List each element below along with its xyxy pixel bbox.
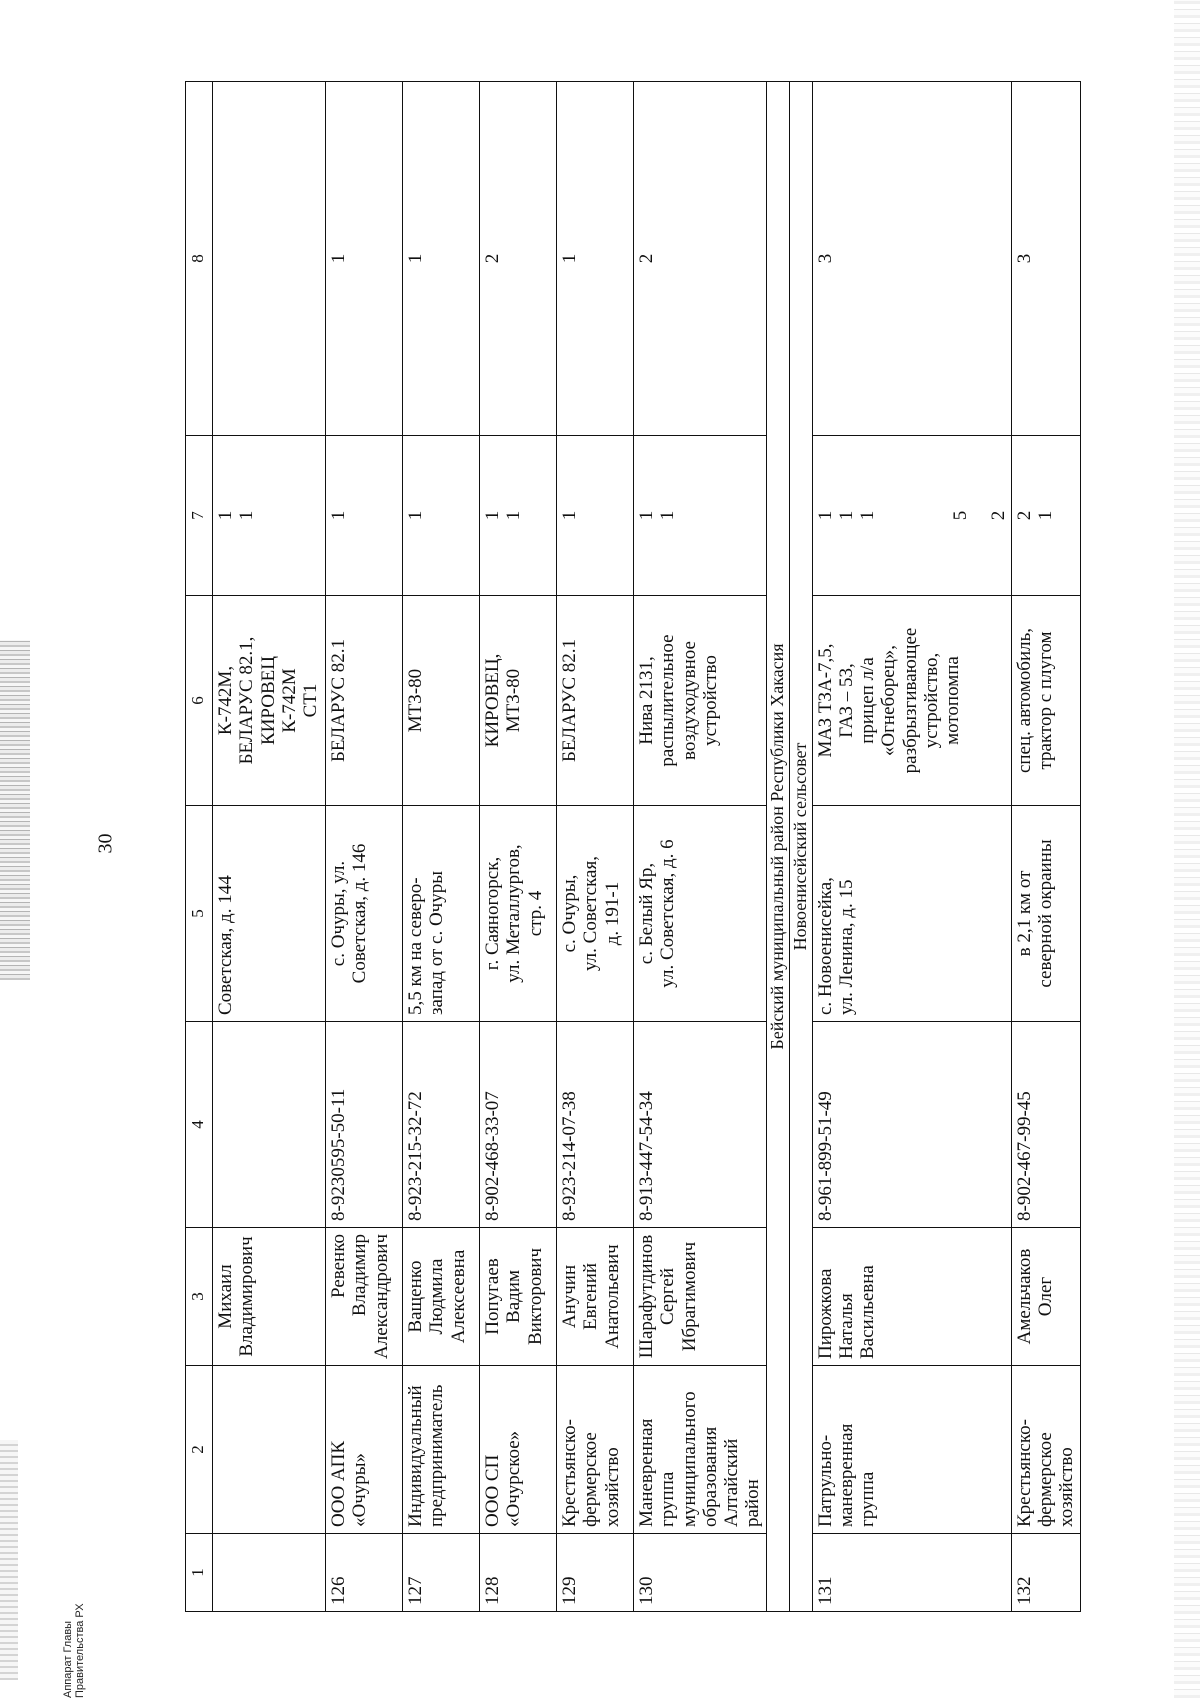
- qty-value: 1: [814, 510, 836, 521]
- cell-equipment: КИРОВЕЦ, МТЗ-80: [480, 596, 557, 806]
- cell-phone: 8-913-447-54-34: [634, 1022, 767, 1228]
- col-header-3: 3: [186, 1228, 213, 1366]
- qty-value: 1: [559, 510, 580, 521]
- cell-phone: 8-9230595-50-11: [326, 1022, 403, 1228]
- cell-organization: [213, 1366, 326, 1534]
- qty-value: 1: [857, 510, 879, 521]
- cell-address: с. Очуры, ул. Советская, д. 191-1: [557, 806, 634, 1022]
- office-stamp: [60, 1530, 84, 1700]
- cell-head-name: Анучин Евгений Анатольевич: [557, 1228, 634, 1366]
- qty-value: 1: [1035, 510, 1057, 521]
- cell-head-name: Ващенко Людмила Алексеевна: [403, 1228, 480, 1366]
- scan-artifact-right: [1174, 0, 1200, 1698]
- scan-artifact-left-lower: [0, 1440, 18, 1680]
- cell-number: 128: [480, 1534, 557, 1612]
- cell-address: Советская, д. 144: [213, 806, 326, 1022]
- cell-number: 130: [634, 1534, 767, 1612]
- cell-head-name: Ревенко Владимир Александрович: [326, 1228, 403, 1366]
- qty-value: 1: [835, 510, 857, 521]
- qty-value: 1: [503, 510, 525, 521]
- rotated-table-wrapper: [185, 82, 1078, 1612]
- cell-head-name: Пирожкова Наталья Васильевна: [812, 1228, 1011, 1366]
- cell-number: [213, 1534, 326, 1612]
- col-header-4: 4: [186, 1022, 213, 1228]
- cell-number: 127: [403, 1534, 480, 1612]
- cell-number: 131: [812, 1534, 1011, 1612]
- table-row: [1011, 82, 1080, 1612]
- qty-spacer: [972, 442, 988, 589]
- cell-people: [213, 82, 326, 436]
- qty-spacer: [878, 442, 950, 589]
- cell-address: с. Очуры, ул. Советская, д. 146: [326, 806, 403, 1022]
- table-row-continued: [213, 82, 326, 1612]
- cell-number: 126: [326, 1534, 403, 1612]
- cell-equipment: К-742М, БЕЛАРУС 82.1, КИРОВЕЦ К-742М СТ1: [213, 596, 326, 806]
- cell-people: 3: [1011, 82, 1080, 436]
- cell-head-name: Амельчаков Олег: [1011, 1228, 1080, 1366]
- qty-value: 1: [236, 510, 258, 521]
- cell-people: 1: [403, 82, 480, 436]
- section-district-title: Бейский муниципальный район Республики Хакасия: [766, 82, 789, 1612]
- cell-people: 3: [812, 82, 1011, 436]
- cell-number: 129: [557, 1534, 634, 1612]
- column-number-row: [186, 82, 213, 1612]
- qty-value: 1: [636, 510, 657, 521]
- cell-equipment: МАЗ ТЗА-7,5, ГАЗ – 53, прицеп л/а «Огнеборец», разбрызгивающее устройство, мотопомпа: [812, 596, 1011, 806]
- cell-equipment-qty: [213, 436, 326, 596]
- qty-value: 1: [328, 510, 349, 521]
- cell-address: г. Саяногорск, ул. Металлургов, стр. 4: [480, 806, 557, 1022]
- cell-equipment-qty: [403, 436, 480, 596]
- qty-value: 5: [950, 510, 972, 521]
- cell-equipment-qty: [480, 436, 557, 596]
- cell-people: 1: [326, 82, 403, 436]
- cell-phone: [213, 1022, 326, 1228]
- cell-organization: Маневренная группа муниципального образования Алтайский район: [634, 1366, 767, 1534]
- table-row: [326, 82, 403, 1612]
- cell-organization: Патрульно-маневренная группа: [812, 1366, 1011, 1534]
- cell-equipment-qty: [634, 436, 767, 596]
- section-council-title: Новоенисейский сельсовет: [789, 82, 812, 1612]
- qty-value: 2: [1013, 510, 1035, 521]
- cell-address: с. Белый Яр, ул. Советская, д. 6: [634, 806, 767, 1022]
- cell-equipment: БЕЛАРУС 82.1: [557, 596, 634, 806]
- section-row-council: [789, 82, 812, 1612]
- cell-head-name: Михаил Владимирович: [213, 1228, 326, 1366]
- qty-value: 1: [657, 510, 679, 521]
- cell-equipment: Нива 2131, распылительное воздуходувное устройство: [634, 596, 767, 806]
- col-header-5: 5: [186, 806, 213, 1022]
- equipment-table: [185, 81, 1081, 1612]
- cell-phone: 8-923-214-07-38: [557, 1022, 634, 1228]
- col-header-6: 6: [186, 596, 213, 806]
- table-row: [812, 82, 1011, 1612]
- scan-artifact-left: [0, 640, 30, 980]
- cell-phone: 8-961-899-51-49: [812, 1022, 1011, 1228]
- table-row: [480, 82, 557, 1612]
- cell-equipment-qty: [1011, 436, 1080, 596]
- cell-organization: ООО СП «Очурское»: [480, 1366, 557, 1534]
- col-header-7: 7: [186, 436, 213, 596]
- cell-equipment: БЕЛАРУС 82.1: [326, 596, 403, 806]
- cell-people: 1: [557, 82, 634, 436]
- qty-value: 1: [215, 510, 236, 521]
- stamp-line-1: Аппарат Главы: [62, 1620, 74, 1698]
- cell-organization: Крестьянско-фермерское хозяйство: [557, 1366, 634, 1534]
- cell-equipment-qty: [557, 436, 634, 596]
- col-header-8: 8: [186, 82, 213, 436]
- section-row-district: [766, 82, 789, 1612]
- col-header-1: 1: [186, 1534, 213, 1612]
- cell-phone: 8-902-468-33-07: [480, 1022, 557, 1228]
- cell-address: в 2,1 км от северной окраины: [1011, 806, 1080, 1022]
- qty-value: 1: [482, 510, 503, 521]
- cell-head-name: Попугаев Вадим Викторович: [480, 1228, 557, 1366]
- table-row: [403, 82, 480, 1612]
- cell-phone: 8-923-215-32-72: [403, 1022, 480, 1228]
- cell-address: 5,5 км на северо- запад от с. Очуры: [403, 806, 480, 1022]
- cell-address: с. Новоенисейка, ул. Ленина, д. 15: [812, 806, 1011, 1022]
- cell-equipment-qty: [812, 436, 1011, 596]
- table-row: [557, 82, 634, 1612]
- qty-value: 1: [405, 510, 426, 521]
- cell-head-name: Шарафутдинов Сергей Ибрагимович: [634, 1228, 767, 1366]
- page-number: 30: [94, 833, 117, 854]
- cell-organization: ООО АПК «Очуры»: [326, 1366, 403, 1534]
- cell-equipment: МТЗ-80: [403, 596, 480, 806]
- cell-organization: Индивидуальный предприниматель: [403, 1366, 480, 1534]
- cell-equipment-qty: [326, 436, 403, 596]
- cell-number: 132: [1011, 1534, 1080, 1612]
- qty-value: 2: [987, 510, 1009, 521]
- col-header-2: 2: [186, 1366, 213, 1534]
- cell-equipment: спец. автомобиль, трактор с плугом: [1011, 596, 1080, 806]
- cell-people: 2: [480, 82, 557, 436]
- cell-organization: Крестьянско-фермерское хозяйство: [1011, 1366, 1080, 1534]
- stamp-line-2: Правительства РХ: [74, 1603, 86, 1698]
- cell-people: 2: [634, 82, 767, 436]
- table-row: [634, 82, 767, 1612]
- cell-phone: 8-902-467-99-45: [1011, 1022, 1080, 1228]
